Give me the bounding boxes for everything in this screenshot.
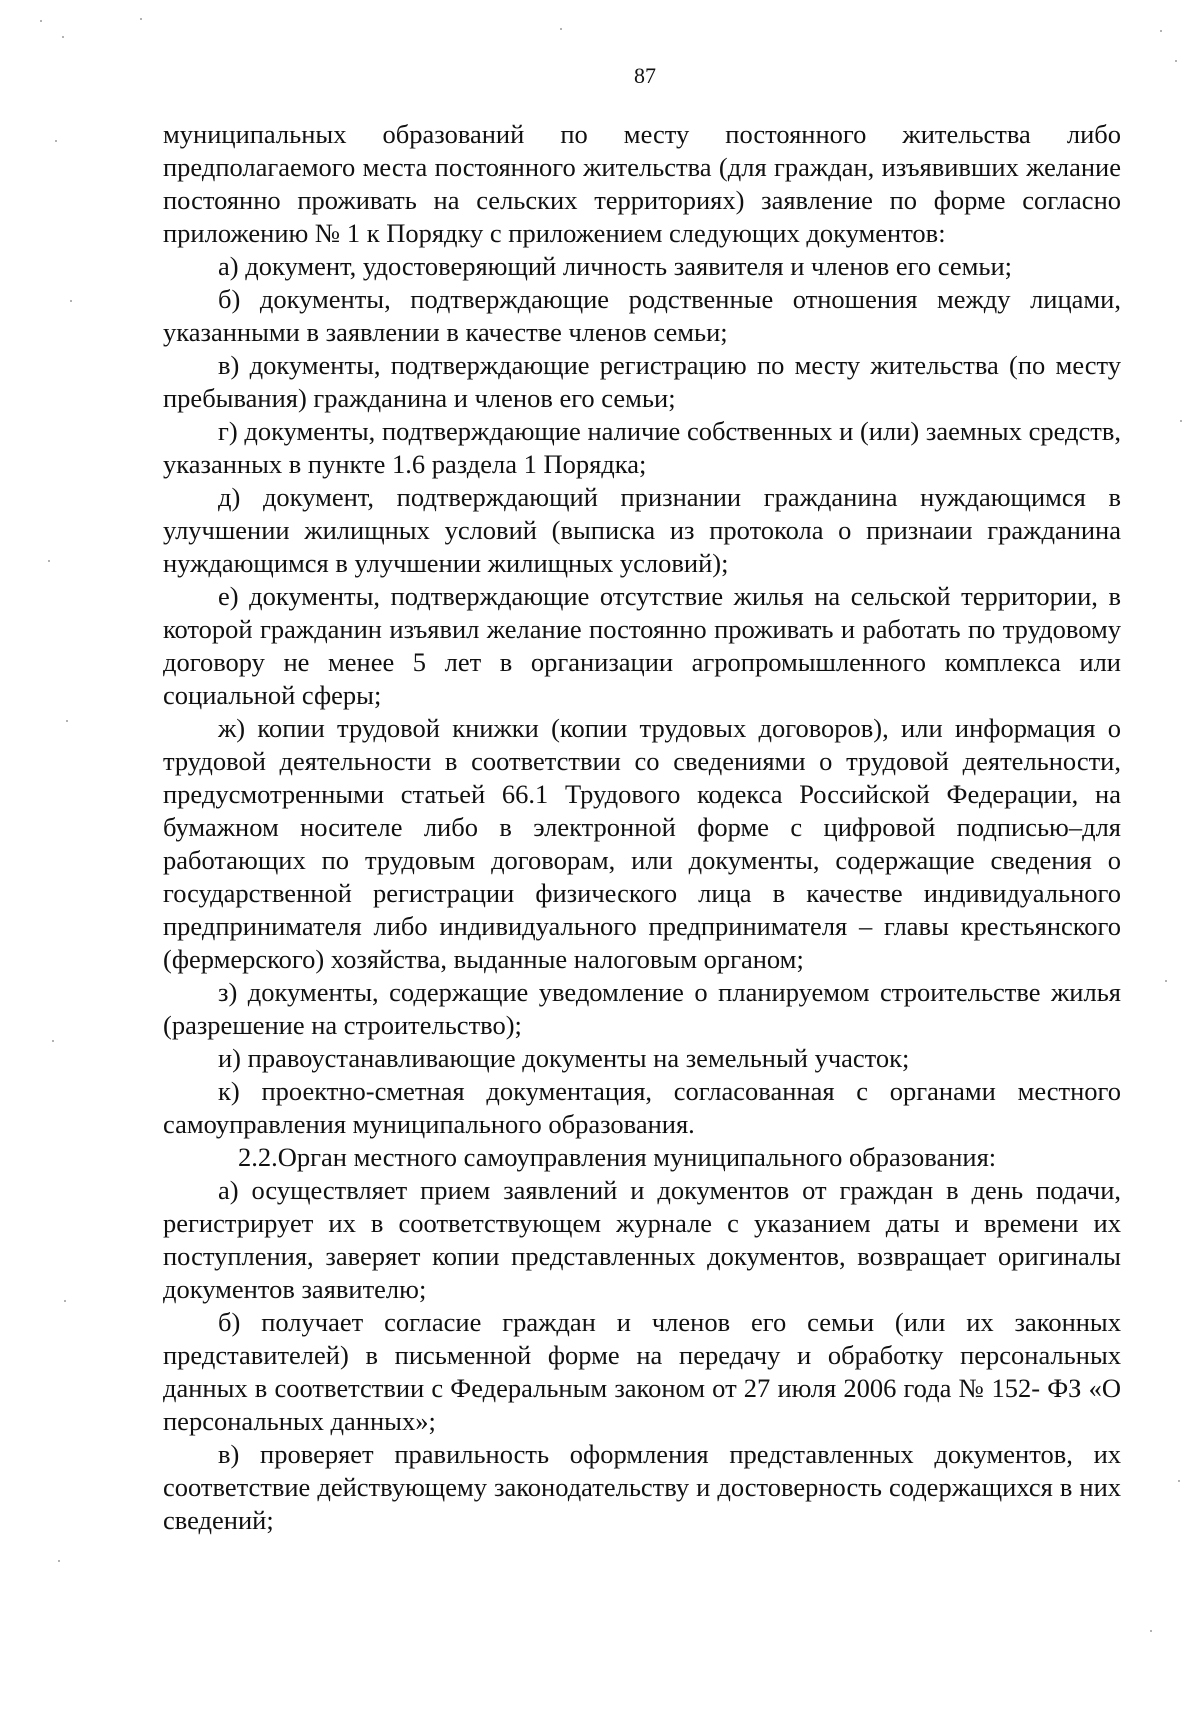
list-item-d: д) документ, подтверждающий признании гражданина нуждающимся в улучшении жилищных условий (выписка из протокола о признаии гражданина нуждающимся в улучшении жилищных условий); [163,482,1121,578]
section-heading-2-2: 2.2.Орган местного самоуправления муниципального образования: [238,1142,997,1172]
list-item-e: е) документы, подтверждающие отсутствие жилья на сельской территории, в которой гражданин изъявил желание постоянно проживать и работать по трудовому договору не менее 5 лет в организации агропромышленного комплекса или социальной сферы; [163,581,1121,710]
page-number: 87 [634,63,656,88]
scan-speck [560,28,562,30]
scan-speck [64,1300,66,1302]
document-body [163,118,1121,1537]
list-item-k: к) проектно-сметная документация, согласованная с органами местного самоуправления муниципального образования. [163,1076,1121,1139]
scan-speck [1160,30,1162,32]
scan-speck [66,720,68,722]
scan-speck [70,300,72,302]
list-item-i: и) правоустанавливающие документы на земельный участок; [218,1043,910,1073]
list-item-z: з) документы, содержащие уведомление о планируемом строительстве жилья (разрешение на строительство); [163,977,1121,1040]
duty-item-v: в) проверяет правильность оформления представленных документов, их соответствие действующему законодательству и достоверность содержащихся в них сведений; [163,1439,1121,1535]
scan-speck [62,36,64,38]
scan-speck [52,1040,54,1042]
scan-speck [1180,420,1182,422]
scan-speck [48,560,50,562]
list-item-v: в) документы, подтверждающие регистрацию по месту жительства (по месту пребывания) гражданина и членов его семьи; [163,350,1121,413]
scan-speck [55,140,57,142]
scan-speck [58,1560,60,1562]
scan-speck [1175,60,1177,62]
duty-item-b: б) получает согласие граждан и членов его семьи (или их законных представителей) в письменной форме на передачу и обработку персональных данных в соответствии с Федеральным законом от 27 июля 2006 года № 152- ФЗ «О персональных данных»; [163,1307,1121,1436]
scan-speck [1165,980,1167,982]
scan-speck [40,20,42,22]
paragraph-intro: муниципальных образований по месту постоянного жительства либо предполагаемого места постоянного жительства (для граждан, изъявивших желание постоянно проживать на сельских территориях) заявление по форме согласно приложению № 1 к Порядку с приложением следующих документов: [163,119,1121,248]
duty-item-a: а) осуществляет прием заявлений и документов от граждан в день подачи, регистрирует их в соответствующем журнале с указанием даты и времени их поступления, заверяет копии представленных документов, возвращает оригиналы документов заявителю; [163,1175,1121,1304]
list-item-zh: ж) копии трудовой книжки (копии трудовых договоров), или информация о трудовой деятельности в соответствии со сведениями о трудовой деятельности, предусмотренными статьей 66.1 Трудового кодекса Российской Федерации, на бумажном носителе либо в электронной форме с цифровой подписью–для работающих по трудовым договорам, или документы, содержащие сведения о государственной регистрации физического лица в качестве индивидуального предпринимателя либо индивидуального предпринимателя – главы крестьянского (фермерского) хозяйства, выданные налоговым органом; [163,713,1121,974]
scan-speck [140,18,142,20]
list-item-g: г) документы, подтверждающие наличие собственных и (или) заемных средств, указанных в пункте 1.6 раздела 1 Порядка; [163,416,1121,479]
list-item-b: б) документы, подтверждающие родственные отношения между лицами, указанными в заявлении в качестве членов семьи; [163,284,1121,347]
scan-speck [1150,1630,1152,1632]
list-item-a: а) документ, удостоверяющий личность заявителя и членов его семьи; [218,251,1013,281]
scan-speck [1178,1480,1180,1482]
